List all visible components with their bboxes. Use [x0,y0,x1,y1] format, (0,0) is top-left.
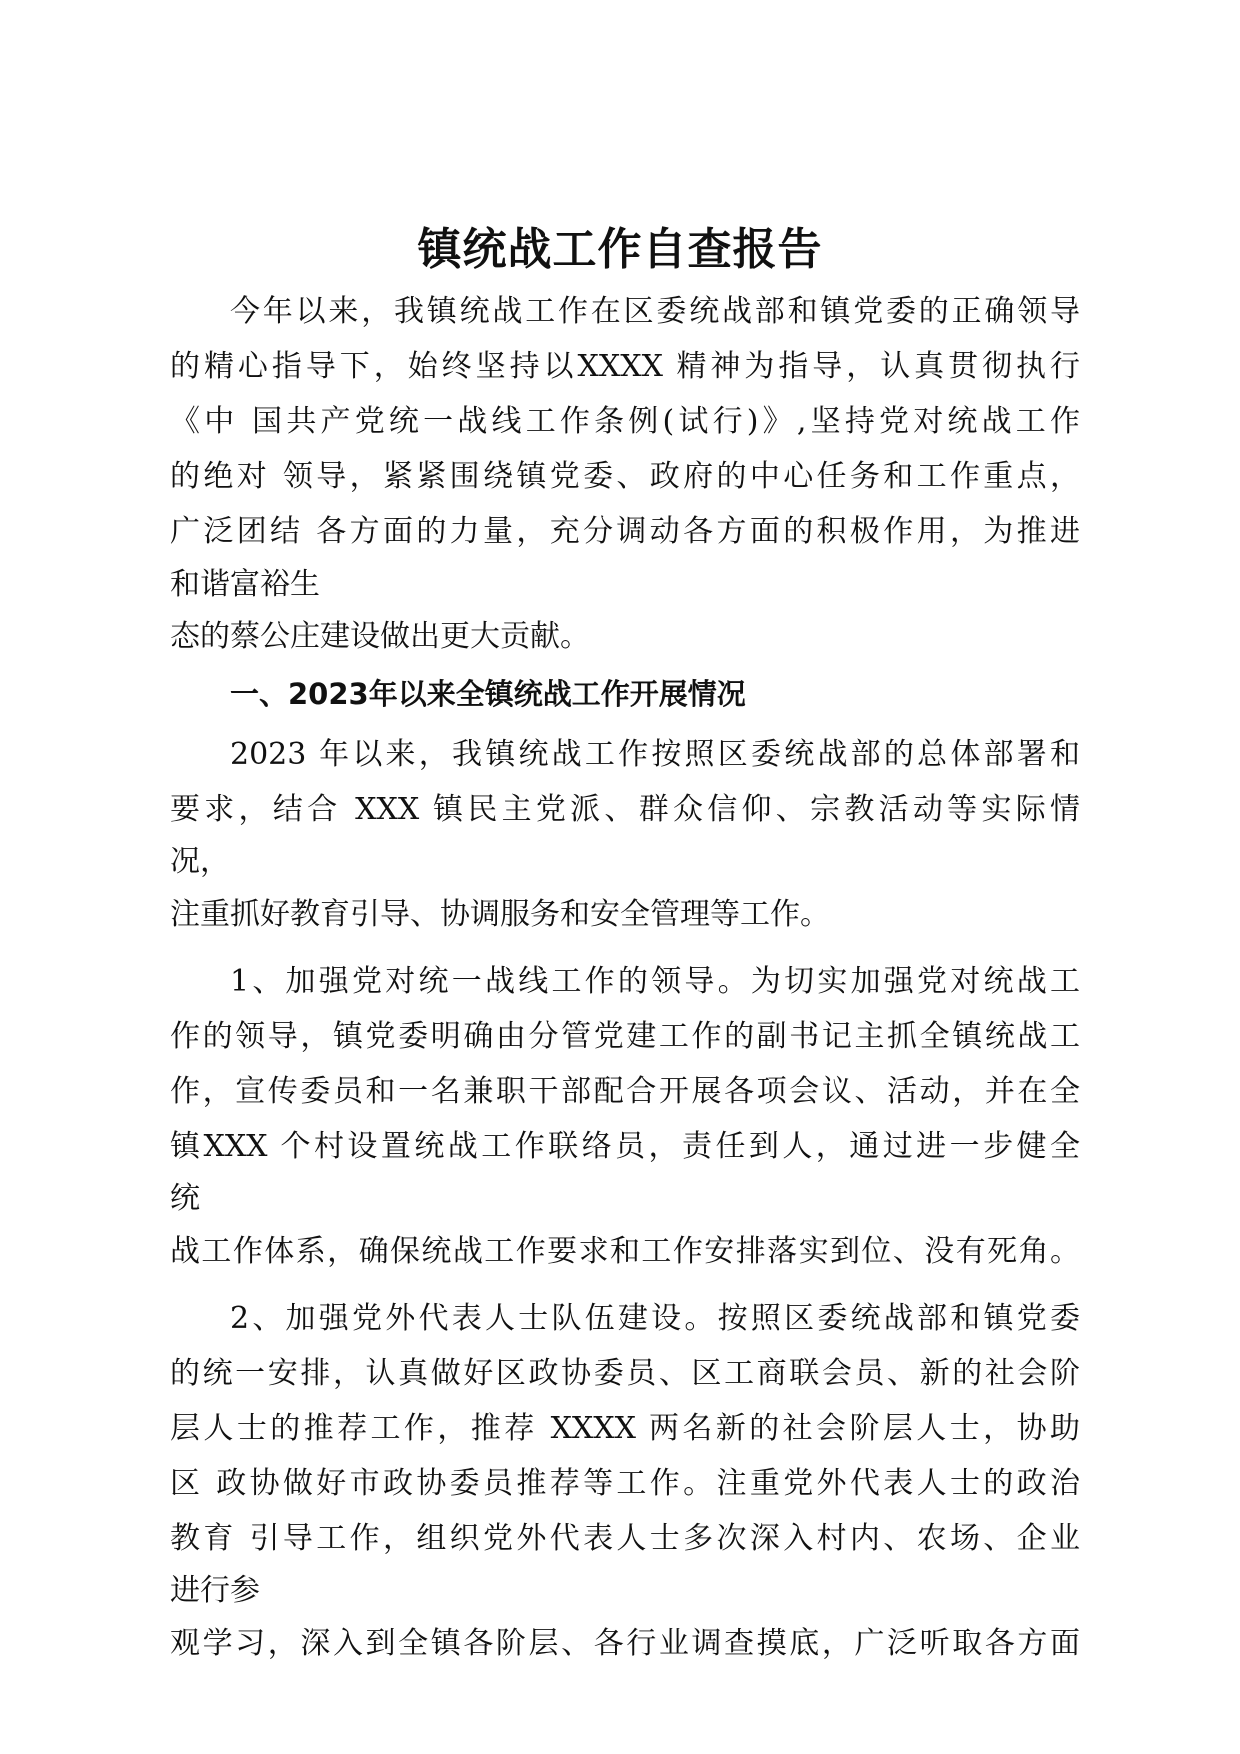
paragraph-line: 统 [170,1181,200,1216]
paragraph-line: 注重抓好教育引导、协调服务和安全管理等工作。 [170,897,830,932]
document-title: 镇统战工作自查报告 [417,224,823,275]
paragraph-line: 2、加强党外代表人士队伍建设。按照区委统战部和镇党委 [230,1301,1080,1336]
paragraph-line: 《中 国共产党统一战线工作条例(试行)》,坚持党对统战工作 [170,404,1080,439]
paragraph-line: 今年以来，我镇统战工作在区委统战部和镇党委的正确领导 [230,294,1080,329]
paragraph-line: 观学习，深入到全镇各阶层、各行业调查摸底，广泛听取各方面 [170,1626,1080,1661]
paragraph-line: 的统一安排，认真做好区政协委员、区工商联会员、新的社会阶 [170,1356,1080,1391]
section-heading: 一、2023年以来全镇统战工作开展情况 [230,677,746,711]
paragraph-line: 教育 引导工作，组织党外代表人士多次深入村内、农场、企业 [170,1521,1080,1556]
paragraph-line: 层人士的推荐工作，推荐 XXXX 两名新的社会阶层人士，协助 [170,1411,1080,1446]
paragraph-line: 区 政协做好市政协委员推荐等工作。注重党外代表人士的政治 [170,1466,1080,1501]
paragraph-line: 的精心指导下，始终坚持以XXXX 精神为指导，认真贯彻执行 [170,349,1080,384]
paragraph-line: 1、加强党对统一战线工作的领导。为切实加强党对统战工 [230,964,1080,999]
paragraph-line: 2023 年以来，我镇统战工作按照区委统战部的总体部署和 [230,737,1080,772]
paragraph-line: 况， [170,844,230,879]
paragraph-line: 进行参 [170,1573,260,1608]
paragraph-line: 和谐富裕生 [170,567,320,602]
paragraph-line: 战工作体系，确保统战工作要求和工作安排落实到位、没有死角。 [170,1234,1080,1269]
paragraph-line: 的绝对 领导，紧紧围绕镇党委、政府的中心任务和工作重点， [170,459,1080,494]
paragraph-line: 镇XXX 个村设置统战工作联络员，责任到人，通过进一步健全 [170,1129,1080,1164]
paragraph-line: 广泛团结 各方面的力量，充分调动各方面的积极作用，为推进 [170,514,1080,549]
paragraph-line: 作的领导，镇党委明确由分管党建工作的副书记主抓全镇统战工 [170,1019,1080,1054]
paragraph-line: 态的蔡公庄建设做出更大贡献。 [170,619,590,654]
paragraph-line: 要求，结合 XXX 镇民主党派、群众信仰、宗教活动等实际情 [170,792,1080,827]
paragraph-line: 作，宣传委员和一名兼职干部配合开展各项会议、活动，并在全 [170,1074,1080,1109]
